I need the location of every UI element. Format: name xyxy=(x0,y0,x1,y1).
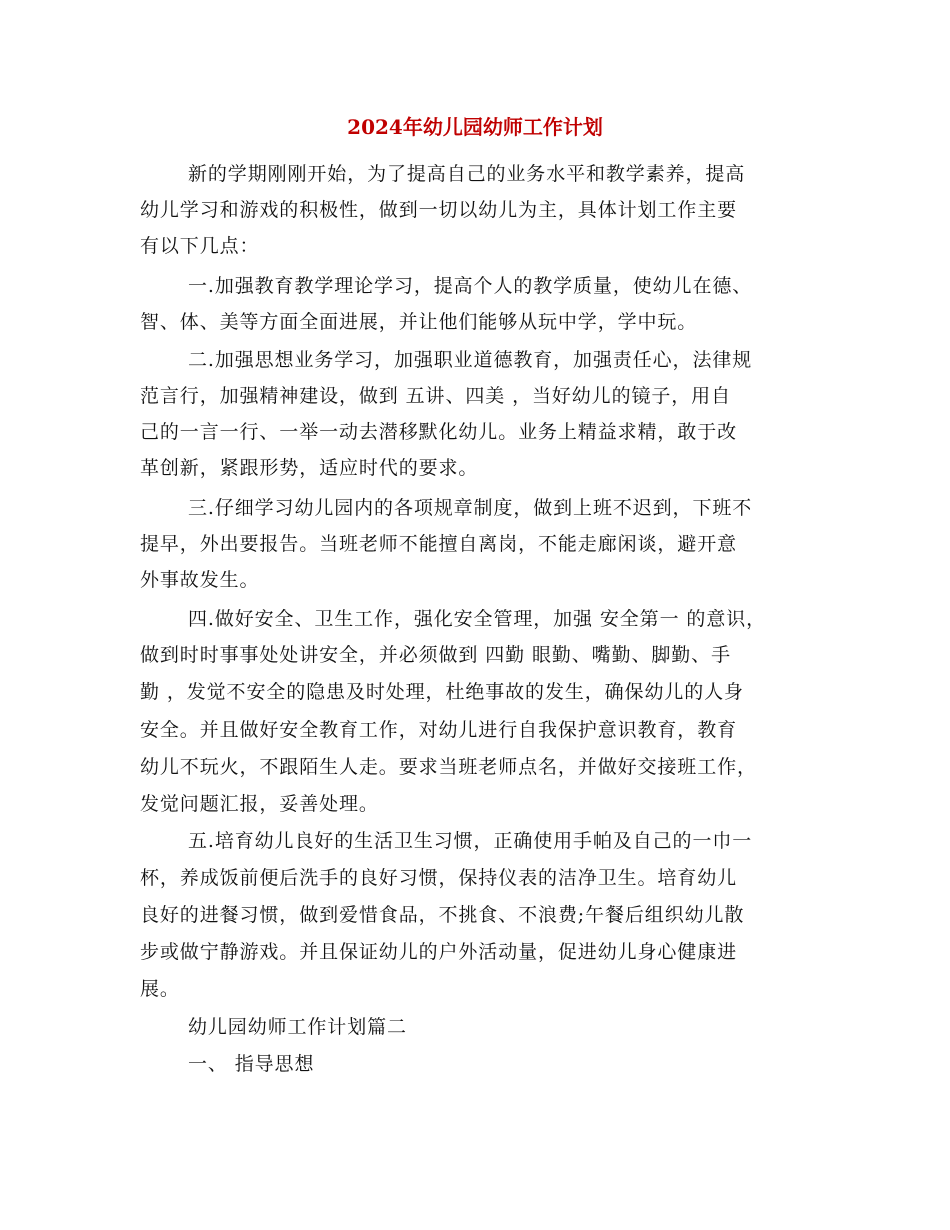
section-heading: 幼儿园幼师工作计划篇二 xyxy=(188,1016,407,1038)
paragraph-line: 杯，养成饭前便后洗手的良好习惯，保持仪表的洁净卫生。培育幼儿 xyxy=(140,867,738,889)
paragraph-line: 己的一言一行、一举一动去潜移默化幼儿。业务上精益求精，敢于改 xyxy=(140,421,738,443)
paragraph-line: 幼儿不玩火，不跟陌生人走。要求当班老师点名，并做好交接班工作， xyxy=(140,756,757,778)
paragraph-line: 外事故发生。 xyxy=(140,569,260,591)
paragraph-line: 做到时时事事处处讲安全，并必须做到 四勤 眼勤、嘴勤、脚勤、手 xyxy=(140,644,731,666)
paragraph-line: 范言行，加强精神建设，做到 五讲、四美 ，当好幼儿的镜子，用自 xyxy=(140,385,731,407)
paragraph-line: 展。 xyxy=(140,978,180,1000)
subsection-heading: 一、 指导思想 xyxy=(188,1053,315,1075)
paragraph-line: 安全。并且做好安全教育工作，对幼儿进行自我保护意识教育，教育 xyxy=(140,719,738,741)
paragraph-line: 三.仔细学习幼儿园内的各项规章制度，做到上班不迟到，下班不 xyxy=(188,497,753,519)
paragraph-line: 勤 ，发觉不安全的隐患及时处理，杜绝事故的发生，确保幼儿的人身 xyxy=(140,681,744,703)
paragraph-line: 二.加强思想业务学习，加强职业道德教育，加强责任心，法律规 xyxy=(188,349,753,371)
paragraph-line: 幼儿学习和游戏的积极性，做到一切以幼儿为主，具体计划工作主要 xyxy=(140,199,738,221)
paragraph-line: 发觉问题汇报，妥善处理。 xyxy=(140,793,379,815)
paragraph-line: 革创新，紧跟形势，适应时代的要求。 xyxy=(140,457,479,479)
paragraph-line: 一.加强教育教学理论学习，提高个人的教学质量，使幼儿在德、 xyxy=(188,275,753,297)
paragraph-line: 提早，外出要报告。当班老师不能擅自离岗，不能走廊闲谈，避开意 xyxy=(140,533,738,555)
paragraph-line: 有以下几点： xyxy=(140,235,260,257)
document-title: 2024年幼儿园幼师工作计划 xyxy=(347,115,603,139)
paragraph-line: 步或做宁静游戏。并且保证幼儿的户外活动量，促进幼儿身心健康进 xyxy=(140,941,738,963)
paragraph-line: 四.做好安全、卫生工作，强化安全管理，加强 安全第一 的意识， xyxy=(188,608,767,630)
paragraph-line: 智、体、美等方面全面进展，并让他们能够从玩中学，学中玩。 xyxy=(140,311,698,333)
paragraph-line: 新的学期刚刚开始，为了提高自己的业务水平和教学素养，提高 xyxy=(188,163,746,185)
paragraph-line: 良好的进餐习惯，做到爱惜食品，不挑食、不浪费;午餐后组织幼儿散 xyxy=(140,904,745,926)
paragraph-line: 五.培育幼儿良好的生活卫生习惯，正确使用手帕及自己的一巾一 xyxy=(188,830,753,852)
